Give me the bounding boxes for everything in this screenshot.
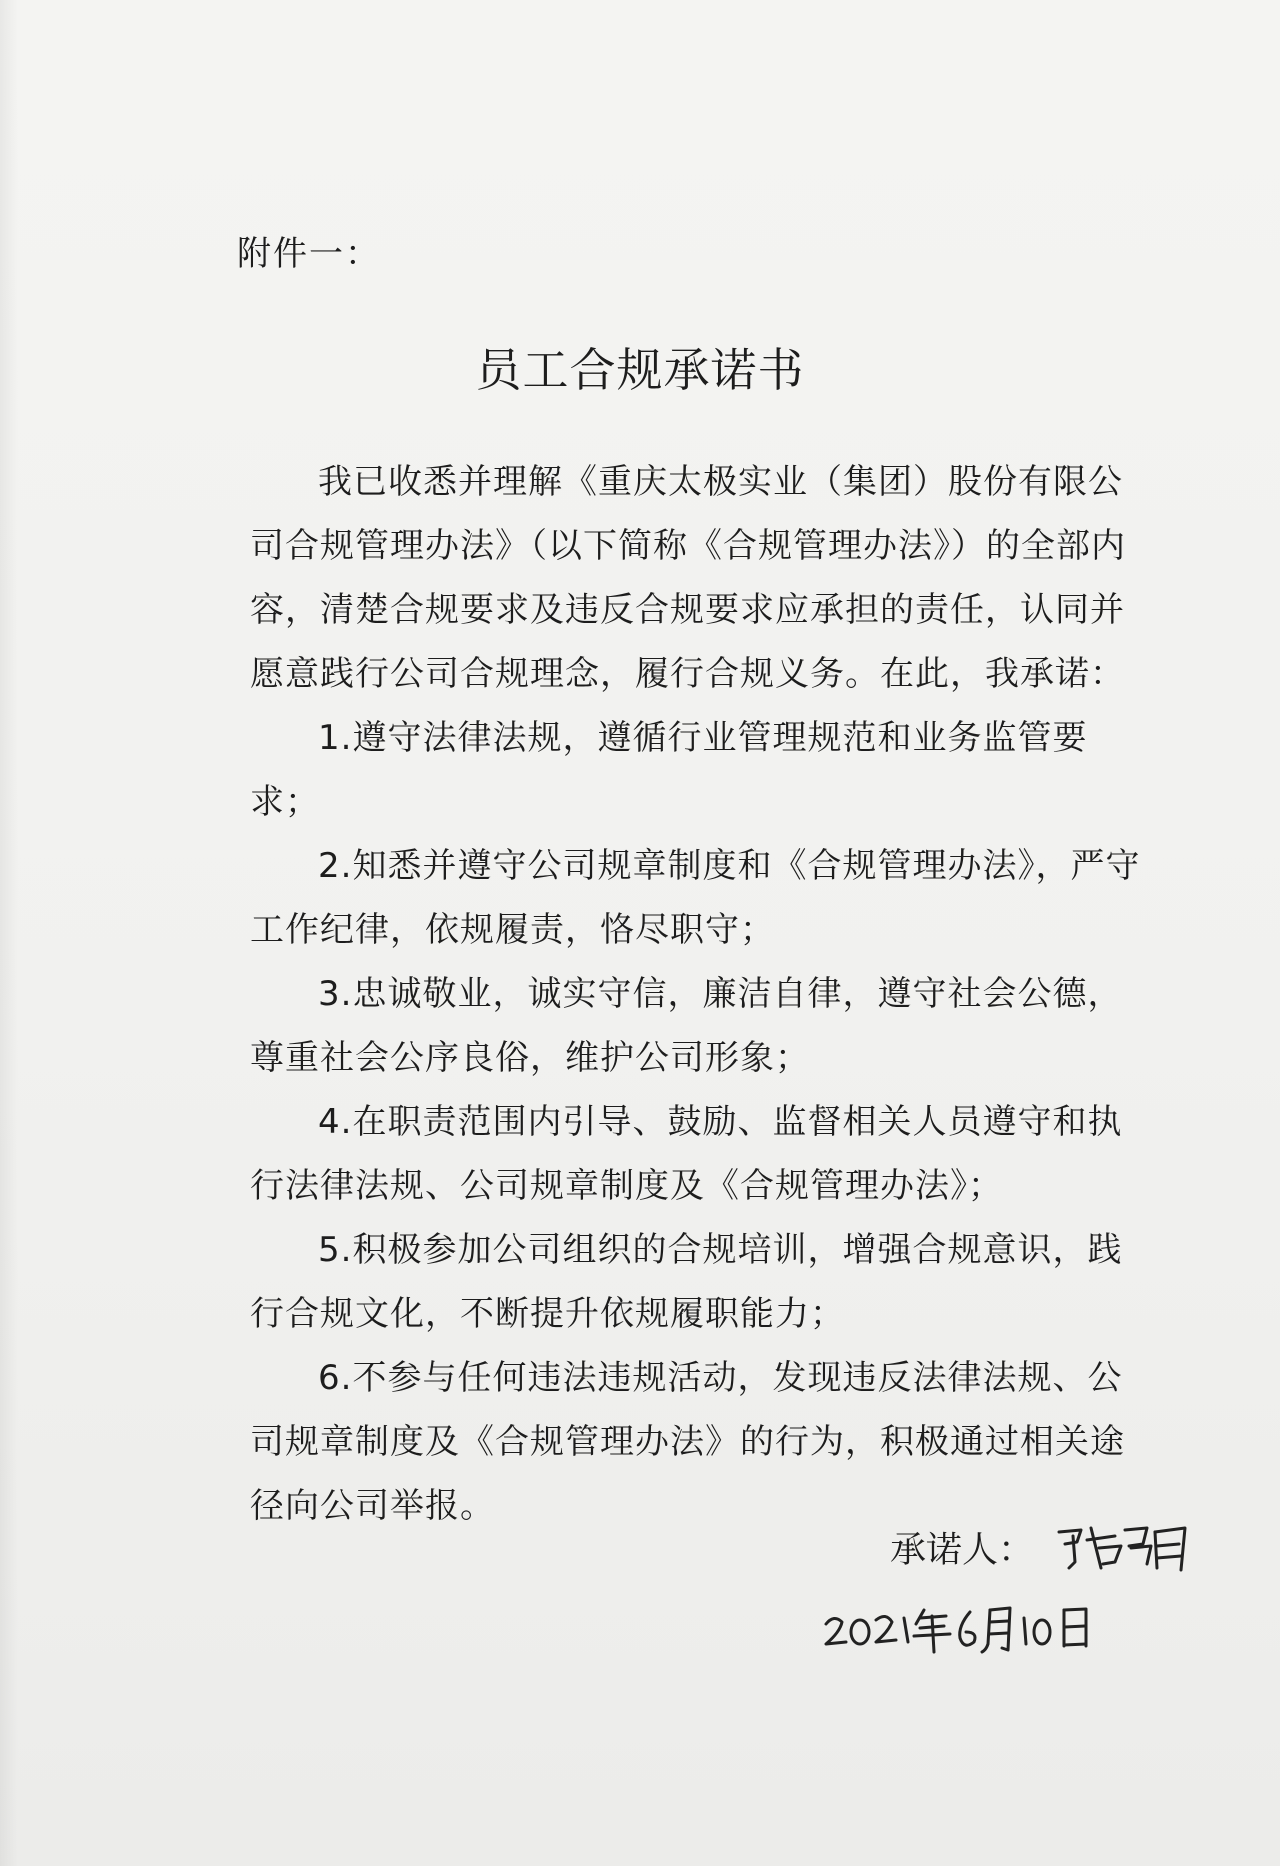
annex-label: 附件一： [237,234,381,274]
commitment-item-2: 2.知悉并遵守公司规章制度和《合规管理办法》，严守工作纪律，依规履责，恪尽职守； [250,846,1141,950]
document-title: 员工合规承诺书 [475,343,805,397]
intro-paragraph: 我已收悉并理解《重庆太极实业（集团）股份有限公司合规管理办法》（以下简称《合规管理办法》）的全部内容，清楚合规要求及违反合规要求应承担的责任，认同并愿意践行公司合规理念，履行合规义务。在此，我承诺： [250,462,1126,694]
commitment-item-3: 3.忠诚敬业，诚实守信，廉洁自律，遵守社会公德，尊重社会公序良俗，维护公司形象； [250,974,1123,1078]
handwritten-date [820,1596,1120,1660]
commitment-item-4: 4.在职责范围内引导、鼓励、监督相关人员遵守和执行法律法规、公司规章制度及《合规管理办法》； [250,1102,1123,1206]
document-body [250,450,1150,1538]
handwritten-signature [1051,1518,1199,1576]
commitment-item-6: 6.不参与任何违法违规活动，发现违反法律法规、公司规章制度及《合规管理办法》的行为，积极通过相关途径向公司举报。 [250,1358,1125,1526]
commitment-item-5: 5.积极参加公司组织的合规培训，增强合规意识，践行合规文化，不断提升依规履职能力； [250,1230,1123,1334]
signature-row [890,1518,1199,1576]
signer-label: 承诺人： [890,1529,1035,1571]
commitment-item-1: 1.遵守法律法规，遵循行业管理规范和业务监管要求； [250,718,1088,822]
